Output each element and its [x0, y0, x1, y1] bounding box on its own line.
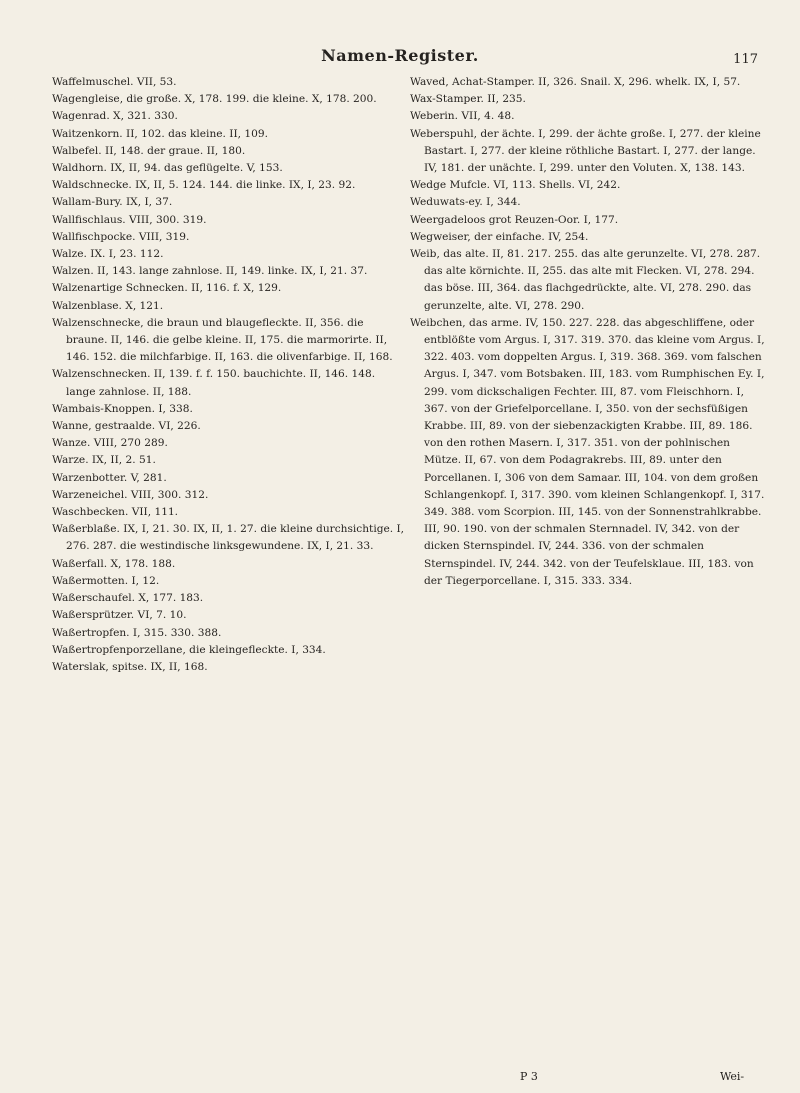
index-entry: Waßermotten. I, 12. [52, 574, 160, 587]
index-entry: Wambais-Knoppen. I, 338. [52, 402, 193, 415]
index-entry: Walzenblase. X, 121. [52, 299, 164, 312]
index-entry: Wegweiser, der einfache. IV, 254. [410, 230, 589, 243]
index-entry: Warzenbotter. V, 281. [52, 471, 167, 484]
index-entry: Waldschnecke. IX, II, 5. 124. 144. die linke. IX, I, 23. 92. [52, 179, 356, 192]
page-number: 117 [733, 52, 758, 67]
page-header [0, 46, 800, 70]
index-entry: Wanne, gestraalde. VI, 226. [52, 420, 201, 433]
index-entry: Wax-Stamper. II, 235. [410, 93, 526, 106]
index-entry: Waßerfall. X, 178. 188. [52, 557, 176, 570]
index-entry: Walzenschnecken. II, 139. f. f. 150. bauchichte. II, 146. 148. lange zahnlose. II, 188. [52, 368, 376, 398]
index-entry: Waterslak, spitse. IX, II, 168. [52, 660, 208, 673]
index-entry: Walzenartige Schnecken. II, 116. f. X, 129. [52, 282, 282, 295]
index-entry: Waschbecken. VII, 111. [52, 506, 179, 519]
index-entry: Walbefel. II, 148. der graue. II, 180. [52, 144, 246, 157]
index-entry: Waßertropfen. I, 315. 330. 388. [52, 626, 222, 639]
index-entry: Wedge Mufcle. VI, 113. Shells. VI, 242. [410, 179, 621, 192]
index-entry: Wagenrad. X, 321. 330. [52, 110, 178, 123]
index-entry: Waßersprützer. VI, 7. 10. [52, 609, 187, 622]
index-entry: Warzeneichel. VIII, 300. 312. [52, 488, 209, 501]
index-entry: Wallfischpocke. VIII, 319. [52, 230, 190, 243]
index-entry: Wallam-Bury. IX, I, 37. [52, 196, 173, 209]
index-entry: Waved, Achat-Stamper. II, 326. Snail. X, 296. whelk. IX, I, 57. [410, 76, 741, 88]
catchword: Wei- [720, 1070, 745, 1083]
index-entry: Waßerblaße. IX, I, 21. 30. IX, II, 1. 27. die kleine durchsichtige. I, 276. 287. die westindische linksgewundene. IX, I, 21. 33. [52, 523, 405, 553]
index-entry: Walzen. II, 143. lange zahnlose. II, 149. linke. IX, I, 21. 37. [52, 265, 368, 278]
index-entry: Wanze. VIII, 270 289. [52, 437, 168, 450]
right-column [410, 74, 766, 590]
index-entry: Weberin. VII, 4. 48. [410, 110, 515, 123]
index-entry: Weib, das alte. II, 81. 217. 255. das alte gerunzelte. VI, 278. 287. das alte körnichte. II, 255. das alte mit Flecken. VI, 278. 294. das böse. III, 364. das flachgedrückte, alte. VI, 278. 290. das gerunzelte, alte. VI, 278. 290. [410, 248, 761, 312]
index-entry: Weergadeloos grot Reuzen-Oor. I, 177. [410, 213, 619, 226]
running-title: Namen-Register. [321, 46, 479, 65]
index-entry: Waldhorn. IX, II, 94. das geflügelte. V, 153. [52, 162, 283, 175]
index-entry: Wallfischlaus. VIII, 300. 319. [52, 213, 207, 226]
index-entry: Waßerschaufel. X, 177. 183. [52, 592, 204, 605]
index-entry: Weberspuhl, der ächte. I, 299. der ächte große. I, 277. der kleine Bastart. I, 277. der kleine röthliche Bastart. I, 277. der lange. IV, 181. der unächte. I, 299. unter den Voluten. X, 138. 143. [410, 127, 761, 175]
signature-mark: P 3 [520, 1070, 538, 1083]
index-entry: Walzenschnecke, die braun und blaugefleckte. II, 356. die braune. II, 146. die gelbe kleine. II, 175. die marmorirte. II, 146. 152. die milchfarbige. II, 163. die olivenfarbige. II, 168. [52, 316, 393, 364]
index-entry: Waßertropfenporzellane, die kleingefleckte. I, 334. [52, 643, 326, 656]
left-column [52, 74, 407, 676]
index-entry: Warze. IX, II, 2. 51. [52, 454, 156, 467]
index-entry: Weibchen, das arme. IV, 150. 227. 228. das abgeschliffene, oder entblößte vom Argus. I, 317. 319. 370. das kleine vom Argus. I, 322. 403. vom doppelten Argus. I, 319. 368. 369. vom falschen Argus. I, 347. vom Botsbaken. III, 183. vom Rumphischen Ey. I, 299. vom dickschaligen Fechter. III, 87. vom Fleischhorn. I, 367. von der Griefelporcellane. I, 350. von der sechsfüßigen Krabbe. III, 89. von der siebenzackigten Krabbe. III, 89. 186. von den rothen Masern. I, 317. 351. von der pohlnischen Mütze. II, 67. von dem Podagrakrebs. III, 89. unter den Porcellanen. I, 306 von dem Samaar. III, 104. von dem großen Schlangenkopf. I, 317. 390. vom kleinen Schlangenkopf. I, 317. 349. 388. vom Scorpion. III, 145. von der Sonnenstrahlkrabbe. III, 90. 190. von der schmalen Sternnadel. IV, 342. von der dicken Sternspindel. IV, 244. 336. von der schmalen Sternspindel. IV, 244. 342. von der Teufelsklaue. III, 183. von der Tiegerporcellane. I, 315. 333. 334. [410, 316, 765, 587]
index-entry: Wagengleise, die große. X, 178. 199. die kleine. X, 178. 200. [52, 93, 377, 106]
index-entry: Waffelmuschel. VII, 53. [52, 76, 177, 88]
index-entry: Walze. IX. I, 23. 112. [52, 248, 164, 261]
index-entry: Waitzenkorn. II, 102. das kleine. II, 109. [52, 127, 268, 140]
index-entry: Weduwats-ey. I, 344. [410, 196, 521, 209]
